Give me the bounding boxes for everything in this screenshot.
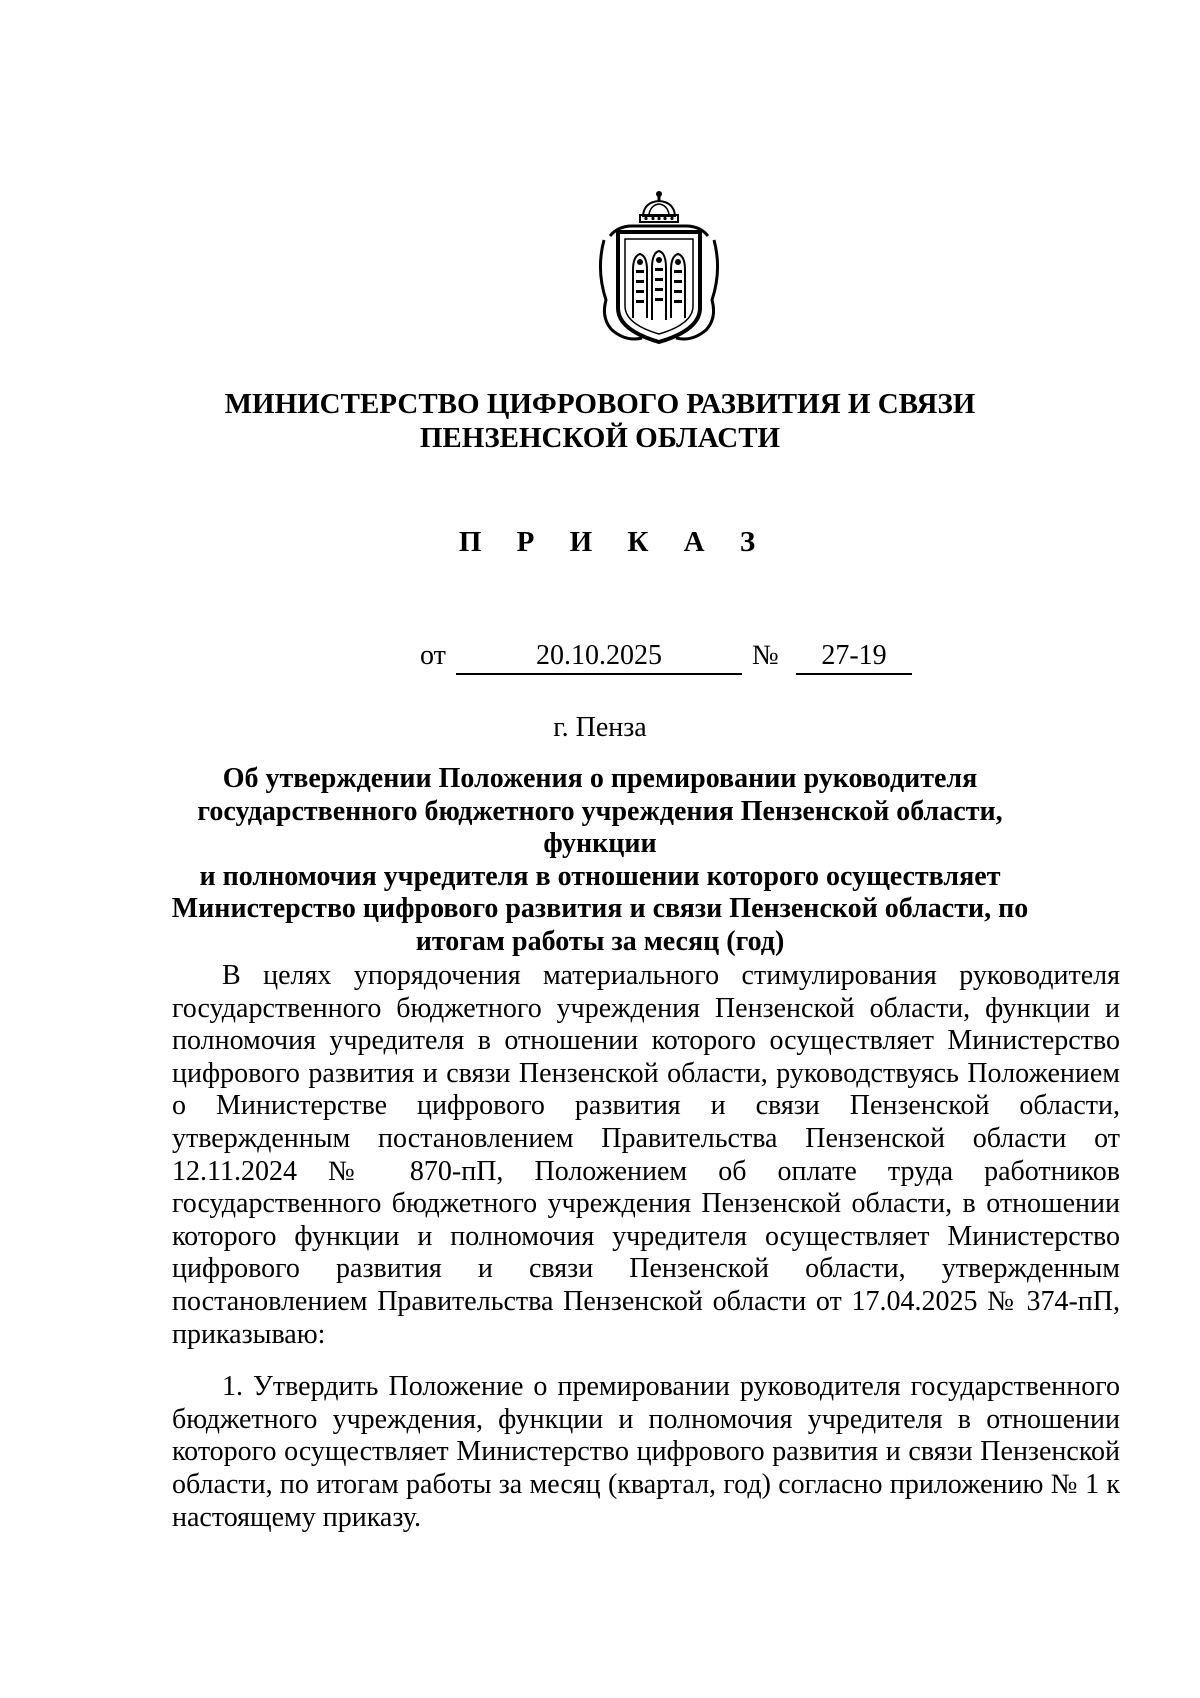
order-city: г. Пенза <box>553 712 647 743</box>
order-body <box>172 960 1120 1534</box>
subject-line: Министерство цифрового развития и связи Пензенской области, по <box>171 893 1029 924</box>
ministry-name-line2: ПЕНЗЕНСКОЙ ОБЛАСТИ <box>419 422 781 454</box>
ministry-name <box>0 387 1200 455</box>
order-date-number-row <box>420 640 920 676</box>
subject-line: итогам работы за месяц (год) <box>415 925 785 957</box>
subject-line: и полномочия учредителя в отношении которого осуществляет <box>199 860 1001 892</box>
subject-line: государственного бюджетного учреждения Пензенской области, функции <box>197 795 1003 859</box>
order-date: 20.10.2025 <box>456 640 742 675</box>
subject-line: Об утверждении Положения о премировании руководителя <box>222 763 978 794</box>
preamble-paragraph: В целях упорядочения материального стимулирования руководителя государственного бюджетного учреждения Пензенской области, функции и полномочия учредителя в отношении которого осуществляет Министерство цифрового развития и связи Пензенской области, руководствуясь Положением о Министерстве цифрового развития и связи Пензенской области, утвержденным постановлением Правительства Пензенской области от 12.11.2024 № 870-пП, Положением об оплате труда работников государственного бюджетного учреждения Пензенской области, в отношении которого функции и полномочия учредителя осуществляет Министерство цифрового развития и связи Пензенской области, утвержденным постановлением Правительства Пензенской области от 17.04.2025 № 374-пП, приказываю: <box>172 960 1120 1350</box>
coat-of-arms-icon <box>596 190 722 350</box>
date-prefix: от <box>420 640 446 671</box>
order-title: П Р И К А З <box>458 526 770 558</box>
item-1-paragraph: 1. Утвердить Положение о премировании руководителя государственного бюджетного учреждения, функции и полномочия учредителя в отношении которого осуществляет Министерство цифрового развития и связи Пензенской области, по итогам работы за месяц (квартал, год) согласно приложению № 1 к настоящему приказу. <box>172 1371 1120 1533</box>
ministry-name-line1: МИНИСТЕРСТВО ЦИФРОВОГО РАЗВИТИЯ И СВЯЗИ <box>224 388 976 420</box>
order-subject <box>160 763 1040 958</box>
number-sign: № <box>752 640 779 671</box>
order-number: 27-19 <box>796 640 912 675</box>
